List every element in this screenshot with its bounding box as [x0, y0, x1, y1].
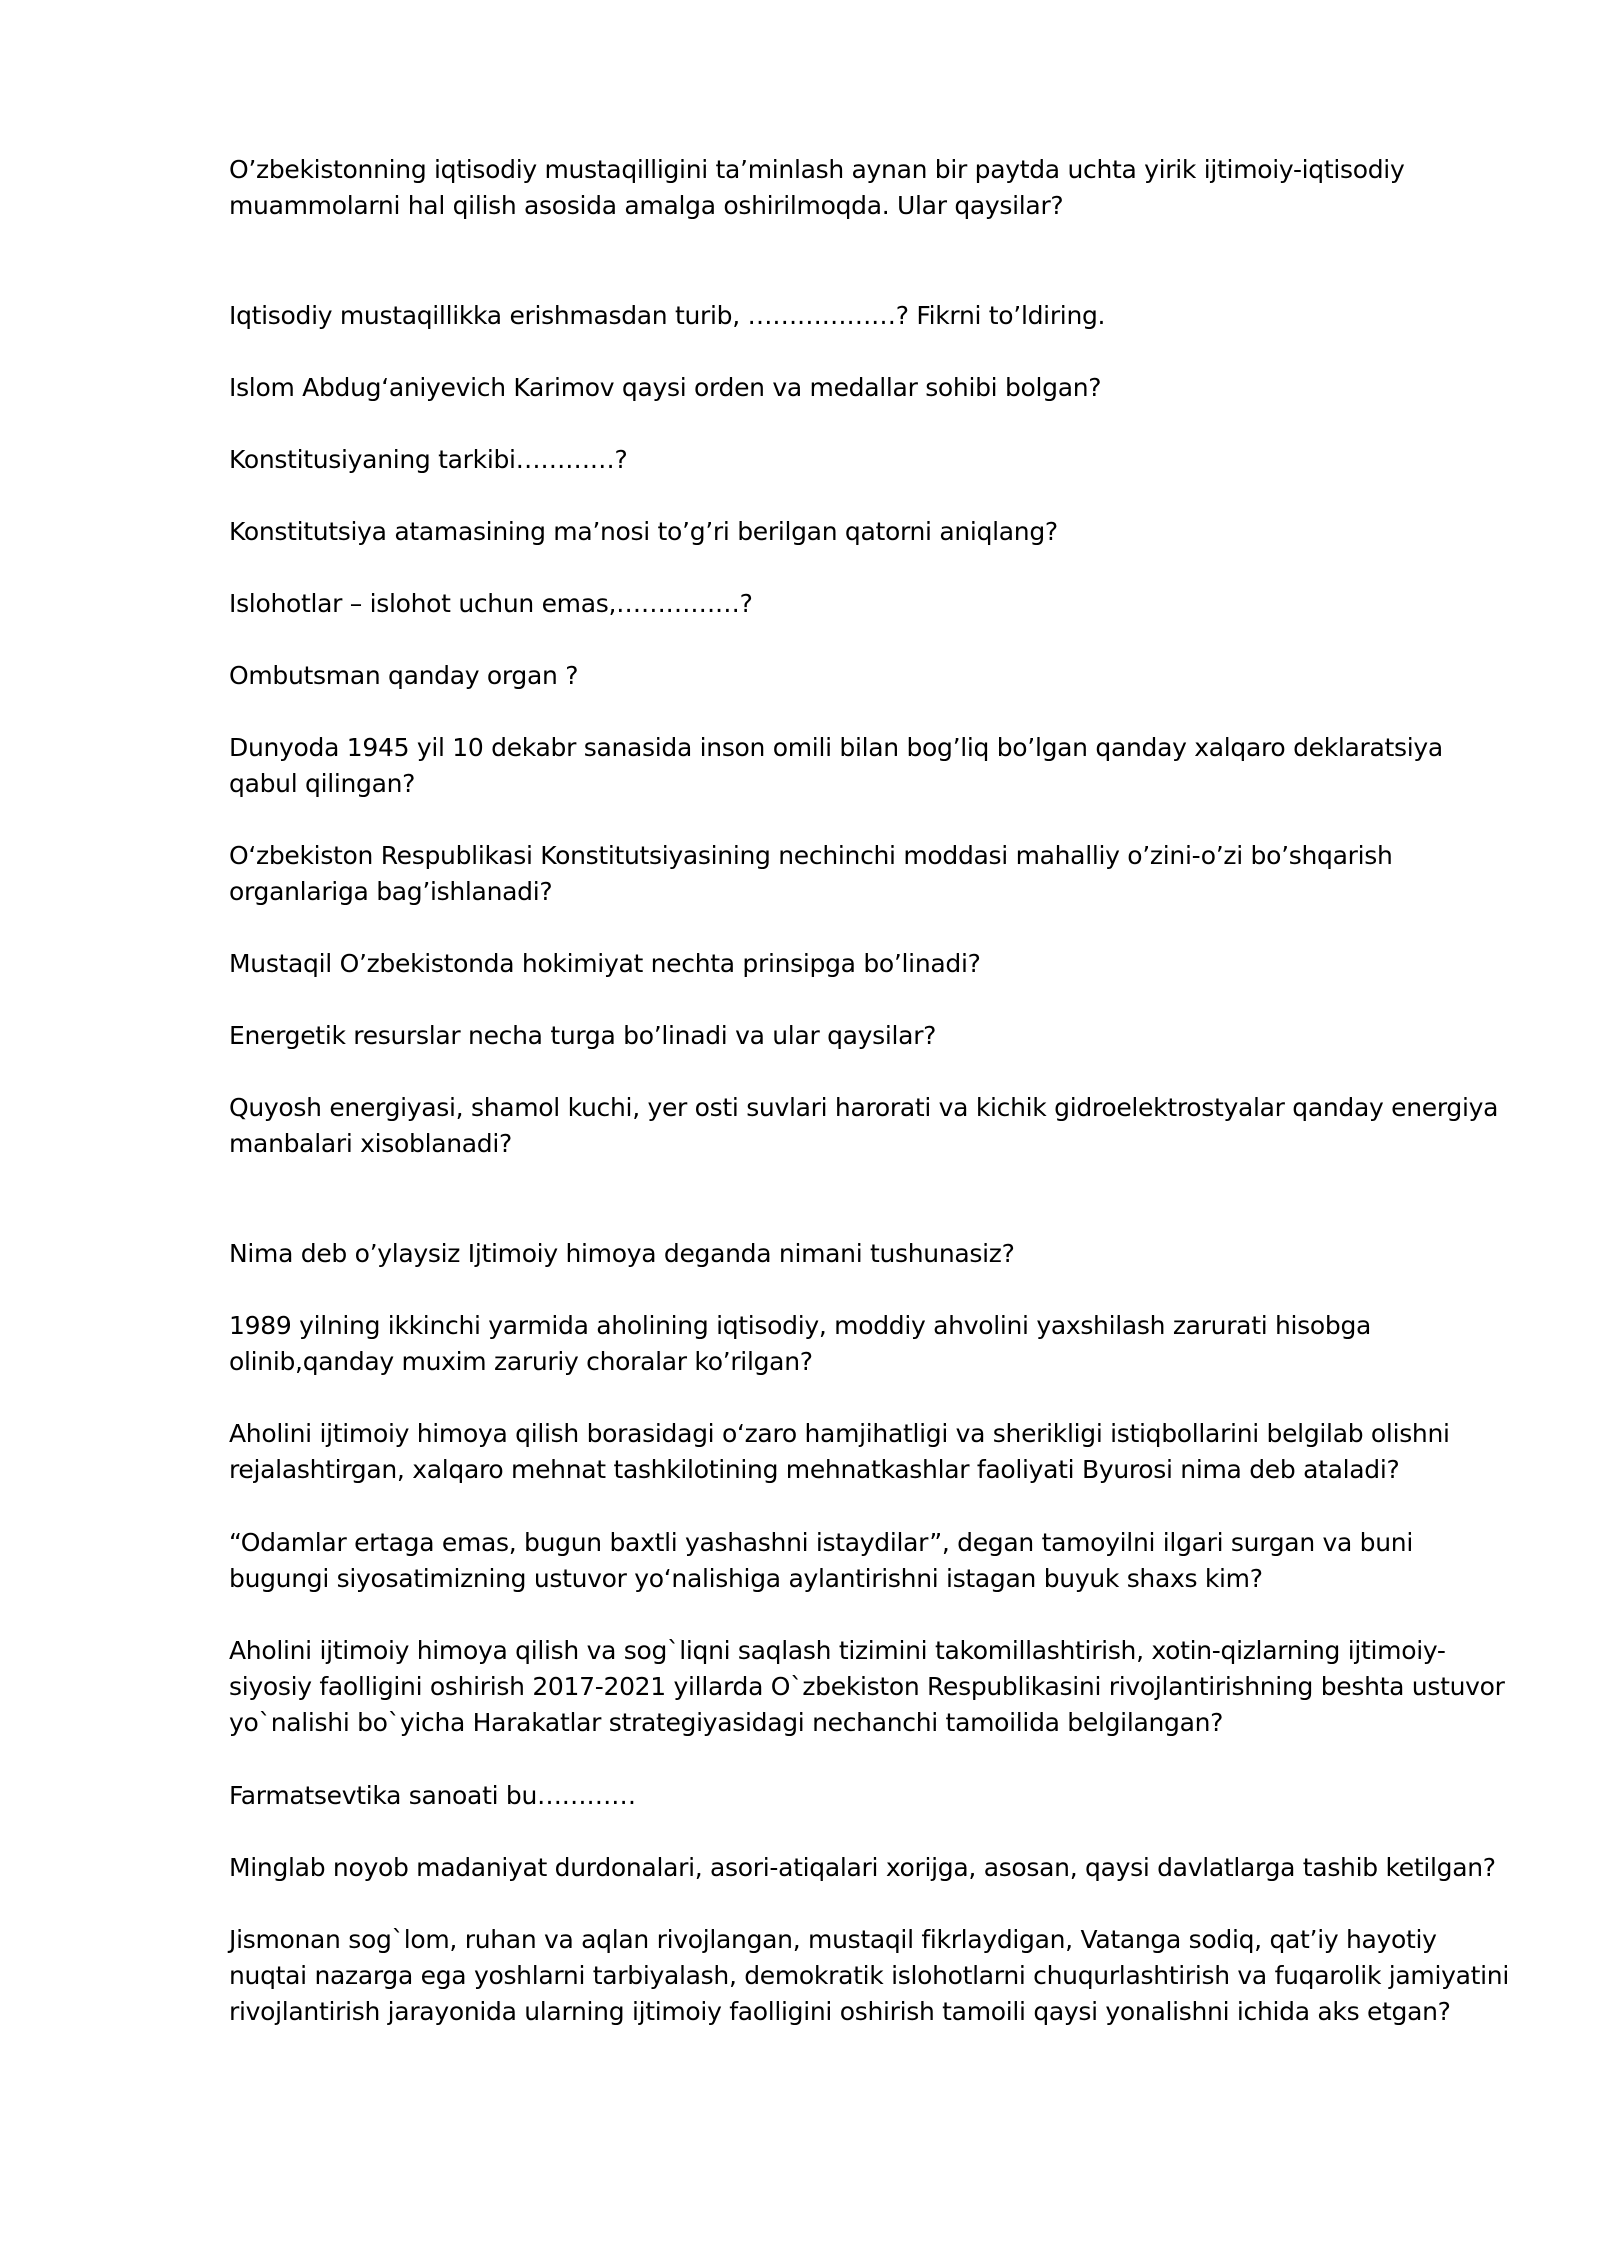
question-paragraph: Energetik resurslar necha turga bo’linadi va ular qaysilar?	[229, 1021, 937, 1050]
question-paragraph: Farmatsevtika sanoati bu…………	[229, 1781, 636, 1810]
question-paragraph: O’zbekistonning iqtisodiy mustaqilligini ta’minlash aynan bir paytda uchta yirik ijtimoiy-iqtisodiy muammolarni hal qilish asosida amalga oshirilmoqda. Ular qaysilar?	[229, 155, 1405, 220]
question-paragraph: Oʻzbekiston Respublikasi Konstitutsiyasining nechinchi moddasi mahalliy o’zini-o’zi bo’shqarish organlariga bag’ishlanadi?	[229, 841, 1393, 906]
question-paragraph: Islohotlar – islohot uchun emas,……………?	[229, 589, 753, 618]
question-paragraph: Ombutsman qanday organ ?	[229, 661, 579, 690]
question-paragraph: Konstitutsiya atamasining ma’nosi to’g’ri berilgan qatorni aniqlang?	[229, 517, 1058, 546]
question-paragraph: Quyosh energiyasi, shamol kuchi, yer osti suvlari harorati va kichik gidroelektrostyalar qanday energiya manbalari xisoblanadi?	[229, 1093, 1499, 1158]
question-paragraph: Dunyoda 1945 yil 10 dekabr sanasida inson omili bilan bog’liq bo’lgan qanday xalqaro deklaratsiya qabul qilingan?	[229, 733, 1443, 798]
question-paragraph: 1989 yilning ikkinchi yarmida aholining iqtisodiy, moddiy ahvolini yaxshilash zarurati hisobga olinib,qanday muxim zaruriy choralar ko’rilgan?	[229, 1311, 1372, 1376]
question-paragraph: “Odamlar ertaga emas, bugun baxtli yashashni istaydilar”, degan tamoyilni ilgari surgan va buni bugungi siyosatimizning ustuvor yoʻnalishiga aylantirishni istagan buyuk shaxs kim?	[229, 1528, 1413, 1593]
question-paragraph: Konstitusiyaning tarkibi…………?	[229, 445, 628, 474]
question-paragraph: Islom Abdugʻaniyevich Karimov qaysi orden va medallar sohibi bolgan?	[229, 373, 1102, 402]
question-paragraph: Jismonan sog`lom, ruhan va aqlan rivojlangan, mustaqil fikrlaydigan, Vatanga sodiq, qat’iy hayotiy nuqtai nazarga ega yoshlarni tarbiyalash, demokratik islohotlarni chuqurlashtirish va fuqarolik jamiyatini rivojlantirish jarayonida ularning ijtimoiy faolligini oshirish tamoili qaysi yonalishni ichida aks etgan?	[229, 1925, 1509, 2026]
question-paragraph: Mustaqil O’zbekistonda hokimiyat nechta prinsipga bo’linadi?	[229, 949, 981, 978]
question-paragraph: Iqtisodiy mustaqillikka erishmasdan turib, ………………? Fikrni to’ldiring.	[229, 301, 1106, 330]
question-paragraph: Nima deb o’ylaysiz Ijtimoiy himoya deganda nimani tushunasiz?	[229, 1239, 1015, 1268]
question-paragraph: Aholini ijtimoiy himoya qilish borasidagi oʻzaro hamjihatligi va sherikligi istiqbollarini belgilab olishni rejalashtirgan, xalqaro mehnat tashkilotining mehnatkashlar faoliyati Byurosi nima deb ataladi?	[229, 1419, 1450, 1484]
question-paragraph: Minglab noyob madaniyat durdonalari, asori-atiqalari xorijga, asosan, qaysi davlatlarga tashib ketilgan?	[229, 1853, 1496, 1882]
question-paragraph: Aholini ijtimoiy himoya qilish va sog`liqni saqlash tizimini takomillashtirish, xotin-qizlarning ijtimoiy-siyosiy faolligini oshirish 2017-2021 yillarda O`zbekiston Respublikasini rivojlantirishning beshta ustuvor yo`nalishi bo`yicha Harakatlar strategiyasidagi nechanchi tamoilida belgilangan?	[229, 1636, 1505, 1737]
